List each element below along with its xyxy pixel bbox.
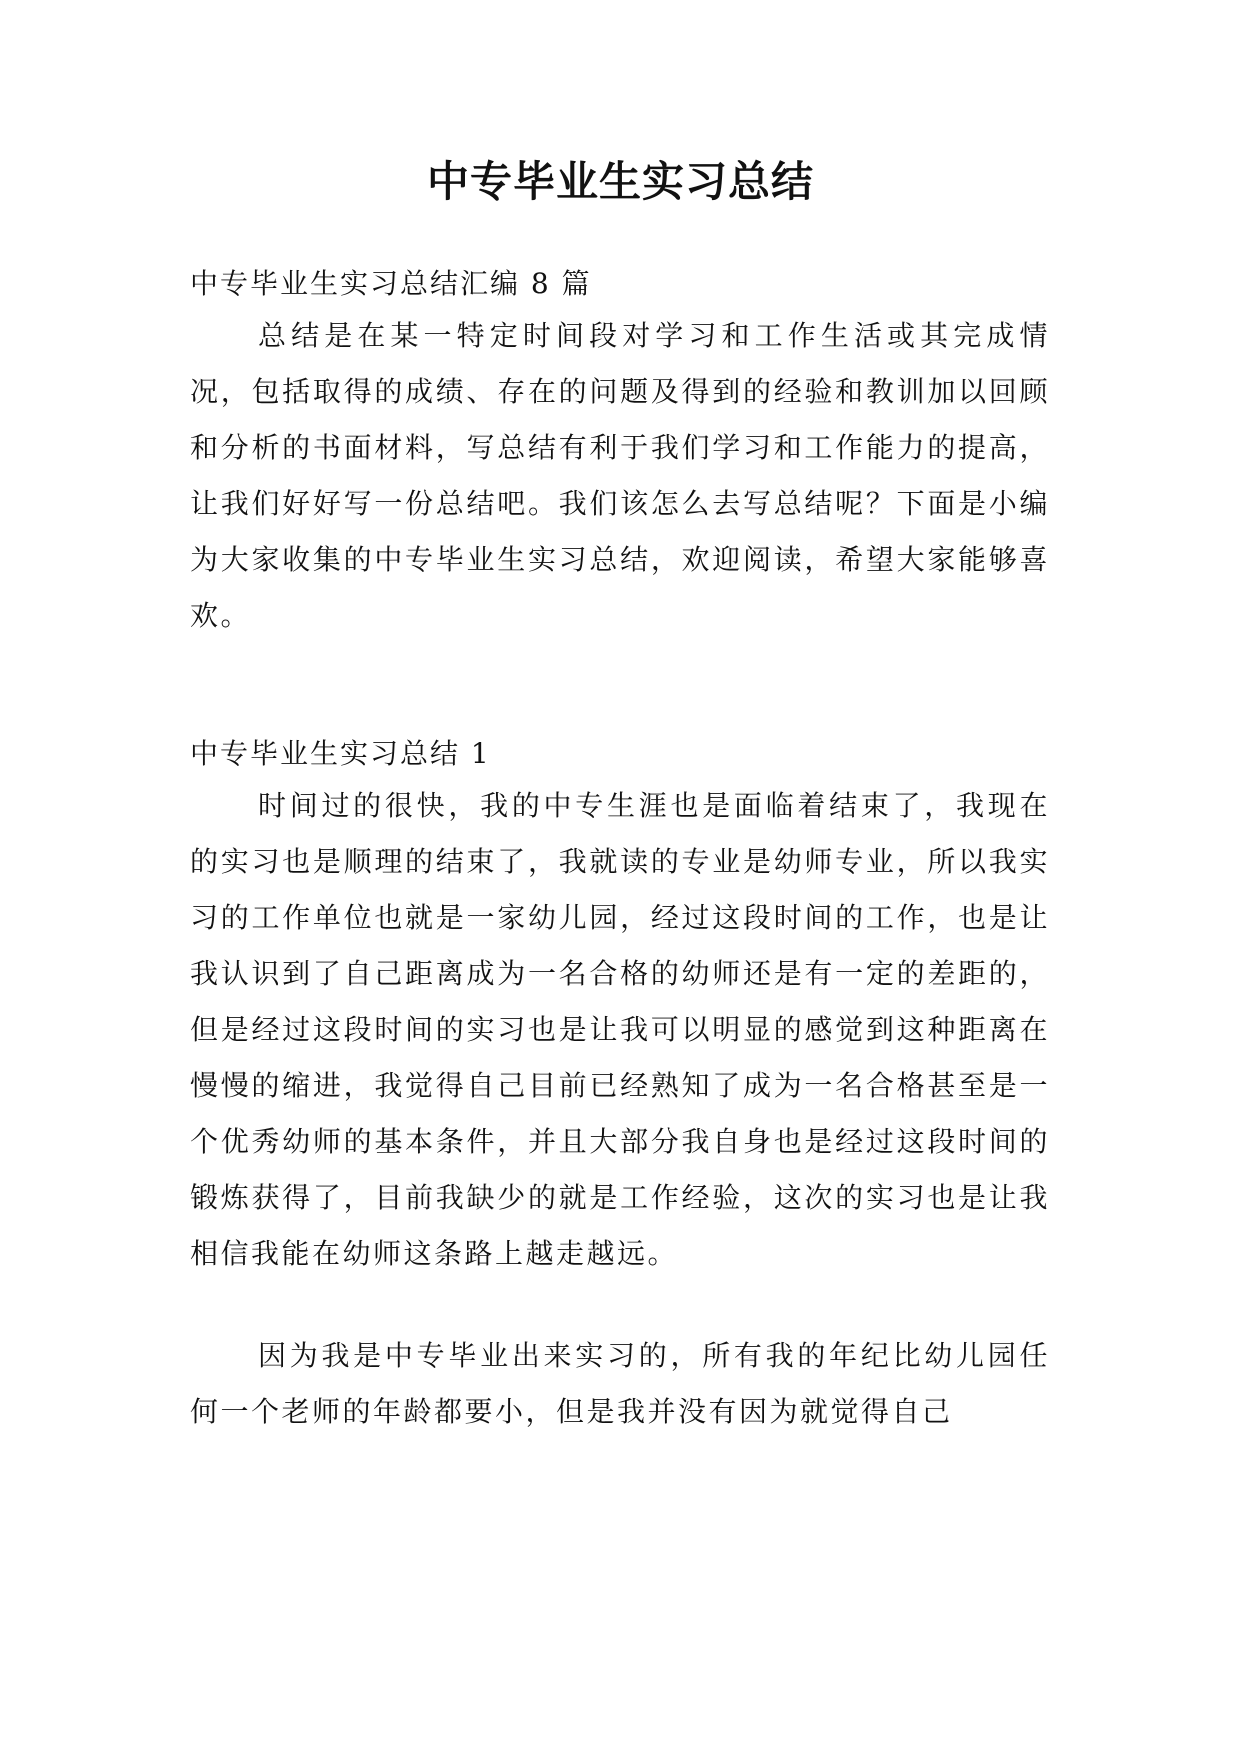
document-subtitle: 中专毕业生实习总结汇编 8 篇 [190, 267, 592, 300]
body-paragraph: 时间过的很快，我的中专生涯也是面临着结束了，我现在的实习也是顺理的结束了，我就读的专业是幼师专业，所以我实习的工作单位也就是一家幼儿园，经过这段时间的工作，也是让我认识到了自己距离成为一名合格的幼师还是有一定的差距的，但是经过这段时间的实习也是让我可以明显的感觉到这种距离在慢慢的缩进，我觉得自己目前已经熟知了成为一名合格甚至是一个优秀幼师的基本条件，并且大部分我自身也是经过这段时间的锻炼获得了，目前我缺少的就是工作经验，这次的实习也是让我相信我能在幼师这条路上越走越远。 [190, 789, 1050, 1270]
document-title: 中专毕业生实习总结 [426, 157, 814, 206]
intro-paragraph: 总结是在某一特定时间段对学习和工作生活或其完成情况，包括取得的成绩、存在的问题及得到的经验和教训加以回顾和分析的书面材料，写总结有利于我们学习和工作能力的提高，让我们好好写一份总结吧。我们该怎么去写总结呢？下面是小编为大家收集的中专毕业生实习总结，欢迎阅读，希望大家能够喜欢。 [190, 319, 1050, 632]
section-heading: 中专毕业生实习总结 1 [190, 737, 491, 770]
body-paragraph: 因为我是中专毕业出来实习的，所有我的年纪比幼儿园任何一个老师的年龄都要小，但是我并没有因为就觉得自己 [190, 1339, 1050, 1428]
